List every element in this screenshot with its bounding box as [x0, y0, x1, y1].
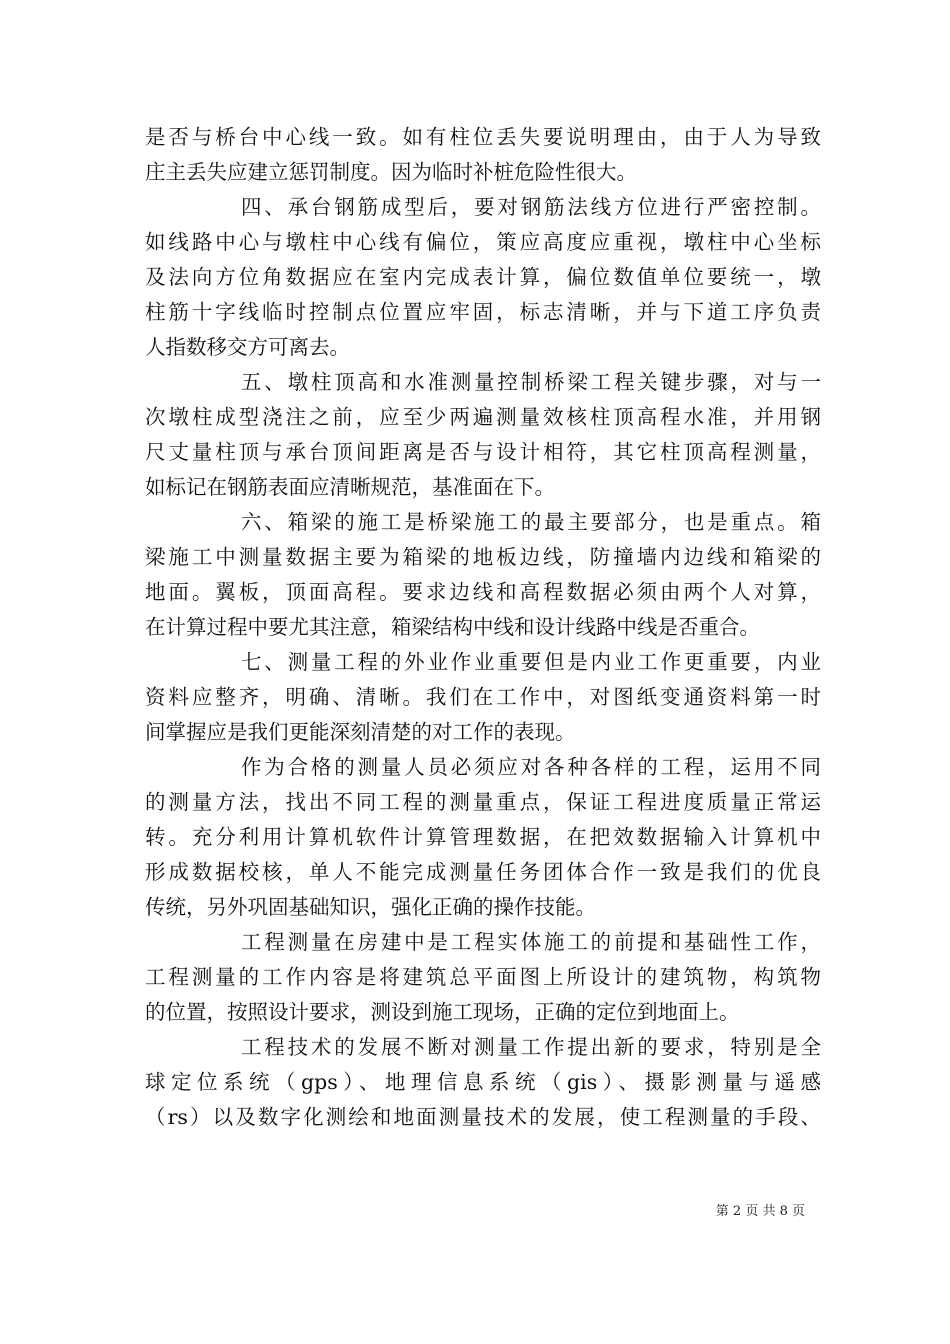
text-line: （rs）以及数字化测绘和地面测量技术的发展，使工程测量的手段、: [145, 1105, 821, 1129]
text-line: 柱筋十字线临时控制点位置应牢固，标志清晰，并与下道工序负责: [145, 300, 821, 324]
paragraph-start-line: 七、测量工程的外业作业重要但是内业工作更重要，内业: [241, 650, 821, 674]
paragraph-start-line: 工程测量在房建中是工程实体施工的前提和基础性工作，: [241, 930, 821, 954]
text-line: 间掌握应是我们更能深刻清楚的对工作的表现。: [145, 720, 576, 744]
page-number-footer: 第 2 页 共 8 页: [715, 1204, 805, 1219]
paragraph-start-line: 四、承台钢筋成型后，要对钢筋法线方位进行严密控制。: [241, 195, 821, 219]
text-line: 传统，另外巩固基础知识，强化正确的操作技能。: [145, 895, 596, 919]
paragraph-start-line: 六、箱梁的施工是桥梁施工的最主要部分，也是重点。箱: [241, 510, 821, 534]
text-line: 工程测量的工作内容是将建筑总平面图上所设计的建筑物，构筑物: [145, 965, 821, 989]
paragraph-start-line: 五、墩柱顶高和水准测量控制桥梁工程关键步骤，对与一: [241, 370, 821, 394]
text-line: 如线路中心与墩柱中心线有偏位，策应高度应重视，墩柱中心坐标: [145, 230, 821, 254]
text-line: 资料应整齐，明确、清晰。我们在工作中，对图纸变通资料第一时: [145, 685, 821, 709]
text-line: 如标记在钢筋表面应清晰规范，基准面在下。: [145, 475, 555, 499]
text-line: 次墩柱成型浇注之前，应至少两遍测量效核柱顶高程水准，并用钢: [145, 405, 821, 429]
text-line: 及法向方位角数据应在室内完成表计算，偏位数值单位要统一，墩: [145, 265, 821, 289]
text-line: 转。充分利用计算机软件计算管理数据，在把效数据输入计算机中: [145, 825, 821, 849]
text-line: 尺丈量柱顶与承台顶间距离是否与设计相符，其它柱顶高程测量，: [145, 440, 821, 464]
paragraph-start-line: 作为合格的测量人员必须应对各种各样的工程，运用不同: [241, 755, 821, 779]
text-line: 庄主丢失应建立惩罚制度。因为临时补桩危险性很大。: [145, 160, 637, 184]
text-line: 球定位系统（gps）、地理信息系统（gis）、摄影测量与遥感: [145, 1070, 821, 1094]
text-line: 在计算过程中要尤其注意，箱梁结构中线和设计线路中线是否重合。: [145, 615, 760, 639]
text-line: 形成数据校核，单人不能完成测量任务团体合作一致是我们的优良: [145, 860, 821, 884]
text-line: 的位置，按照设计要求，测设到施工现场，正确的定位到地面上。: [145, 1000, 740, 1024]
text-line: 梁施工中测量数据主要为箱梁的地板边线，防撞墙内边线和箱梁的: [145, 545, 821, 569]
text-line: 地面。翼板，顶面高程。要求边线和高程数据必须由两个人对算，: [145, 580, 821, 604]
text-line: 是否与桥台中心线一致。如有柱位丢失要说明理由，由于人为导致: [145, 125, 821, 149]
text-line: 的测量方法，找出不同工程的测量重点，保证工程进度质量正常运: [145, 790, 821, 814]
text-line: 人指数移交方可离去。: [145, 335, 350, 359]
document-body: [145, 120, 821, 1135]
paragraph-start-line: 工程技术的发展不断对测量工作提出新的要求，特别是全: [241, 1035, 821, 1059]
